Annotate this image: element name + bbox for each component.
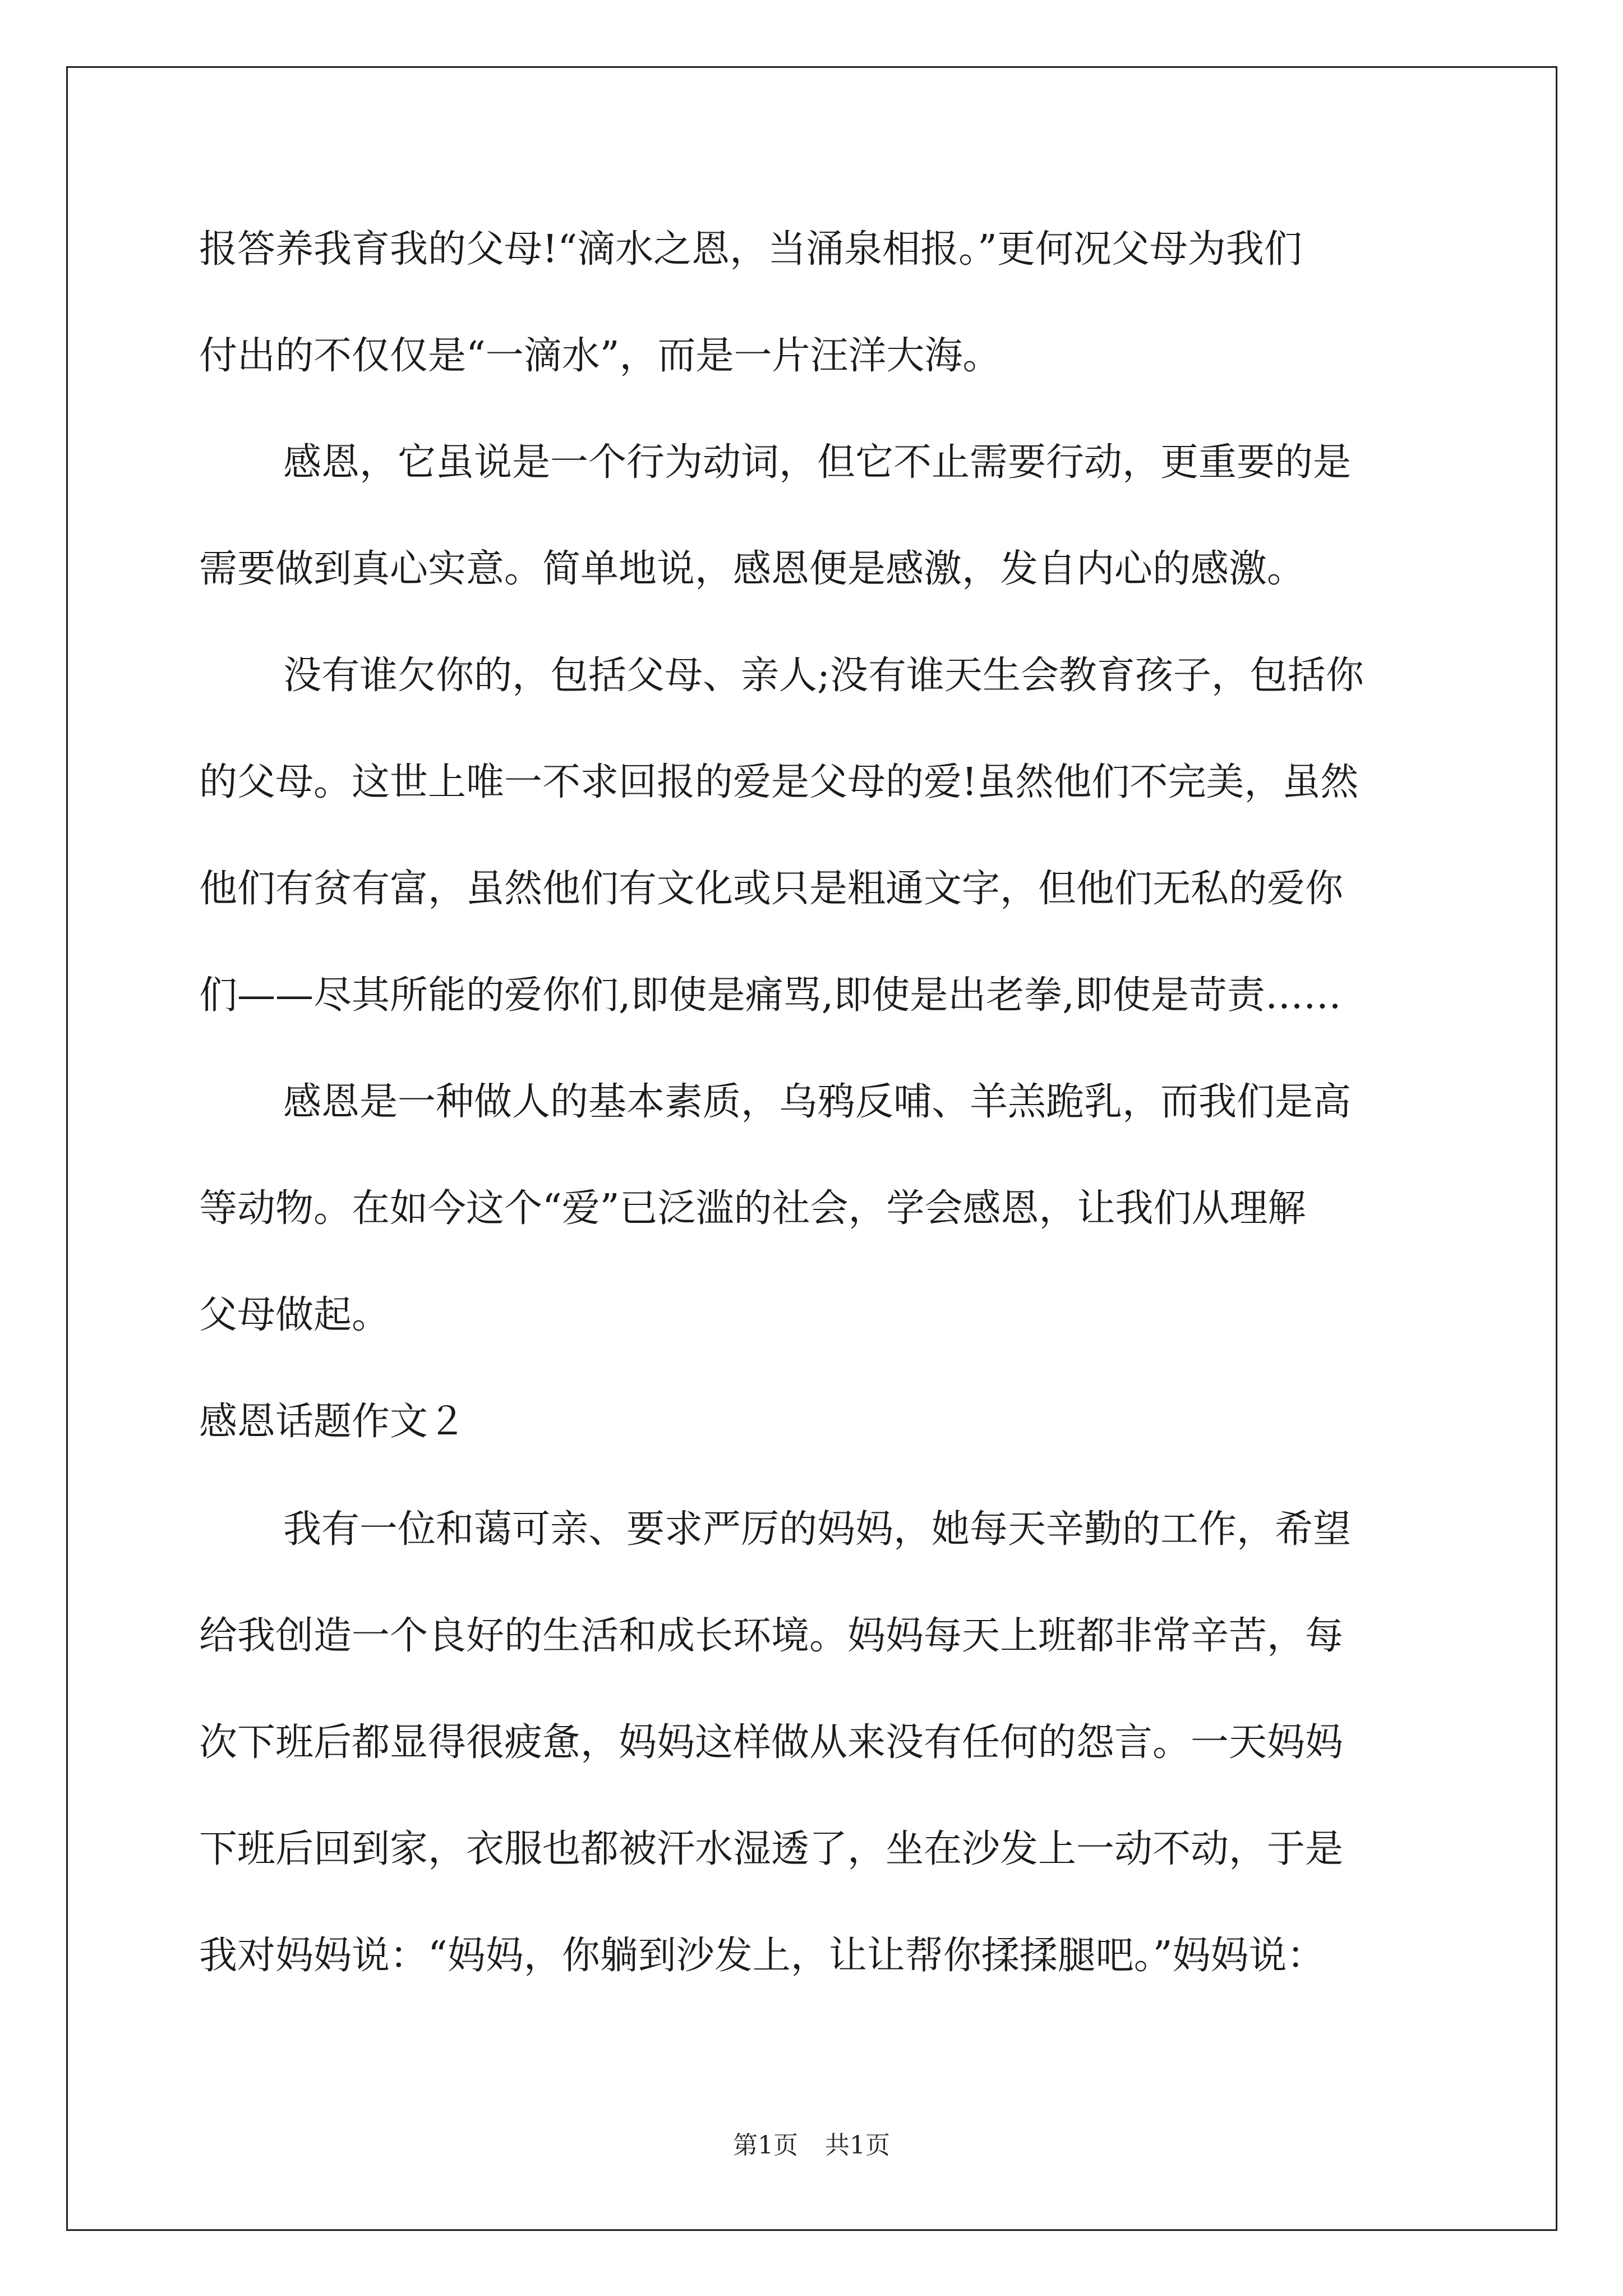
text-line: 我对妈妈说：“妈妈，你躺到沙发上，让让帮你揉揉腿吧。”妈妈说：: [199, 1934, 1325, 1978]
text-line: 下班后回到家，衣服也都被汗水湿透了，坐在沙发上一动不动，于是: [199, 1827, 1344, 1871]
text-line: 我有一位和蔼可亲、要求严厉的妈妈，她每天辛勤的工作，希望: [283, 1507, 1352, 1552]
text-line: 没有谁欠你的，包括父母、亲人;没有谁天生会教育孩子，包括你: [283, 654, 1364, 698]
section-heading: 感恩话题作文２: [199, 1400, 467, 1444]
text-line: 们——尽其所能的爱你们,即使是痛骂,即使是出老拳,即使是苛责……: [199, 973, 1341, 1018]
page-number-total: 共1页: [825, 2131, 890, 2160]
text-line: 父母做起。: [199, 1293, 390, 1337]
document-body: [199, 216, 1427, 2029]
text-line: 他们有贫有富，虽然他们有文化或只是粗通文字，但他们无私的爱你: [199, 867, 1344, 911]
text-line: 次下班后都显得很疲惫，妈妈这样做从来没有任何的怨言。一天妈妈: [199, 1720, 1344, 1765]
text-line: 需要做到真心实意。简单地说，感恩便是感激，发自内心的感激。: [199, 547, 1306, 591]
text-line: 的父母。这世上唯一不求回报的爱是父母的爱!虽然他们不完美，虽然: [199, 760, 1359, 804]
page-number-current: 第1页: [733, 2131, 798, 2160]
page-footer: [0, 2129, 1623, 2162]
text-line: 感恩是一种做人的基本素质，乌鸦反哺、羊羔跪乳，而我们是高: [283, 1080, 1352, 1124]
text-line: 感恩，它虽说是一个行为动词，但它不止需要行动，更重要的是: [283, 440, 1352, 485]
text-line: 付出的不仅仅是“一滴水”，而是一片汪洋大海。: [199, 334, 1001, 378]
text-line: 报答养我育我的父母!“滴水之恩，当涌泉相报。”更何况父母为我们: [199, 227, 1302, 272]
text-line: 给我创造一个良好的生活和成长环境。妈妈每天上班都非常辛苦，每: [199, 1614, 1344, 1658]
text-line: 等动物。在如今这个“爱”已泛滥的社会，学会感恩，让我们从理解: [199, 1186, 1306, 1231]
